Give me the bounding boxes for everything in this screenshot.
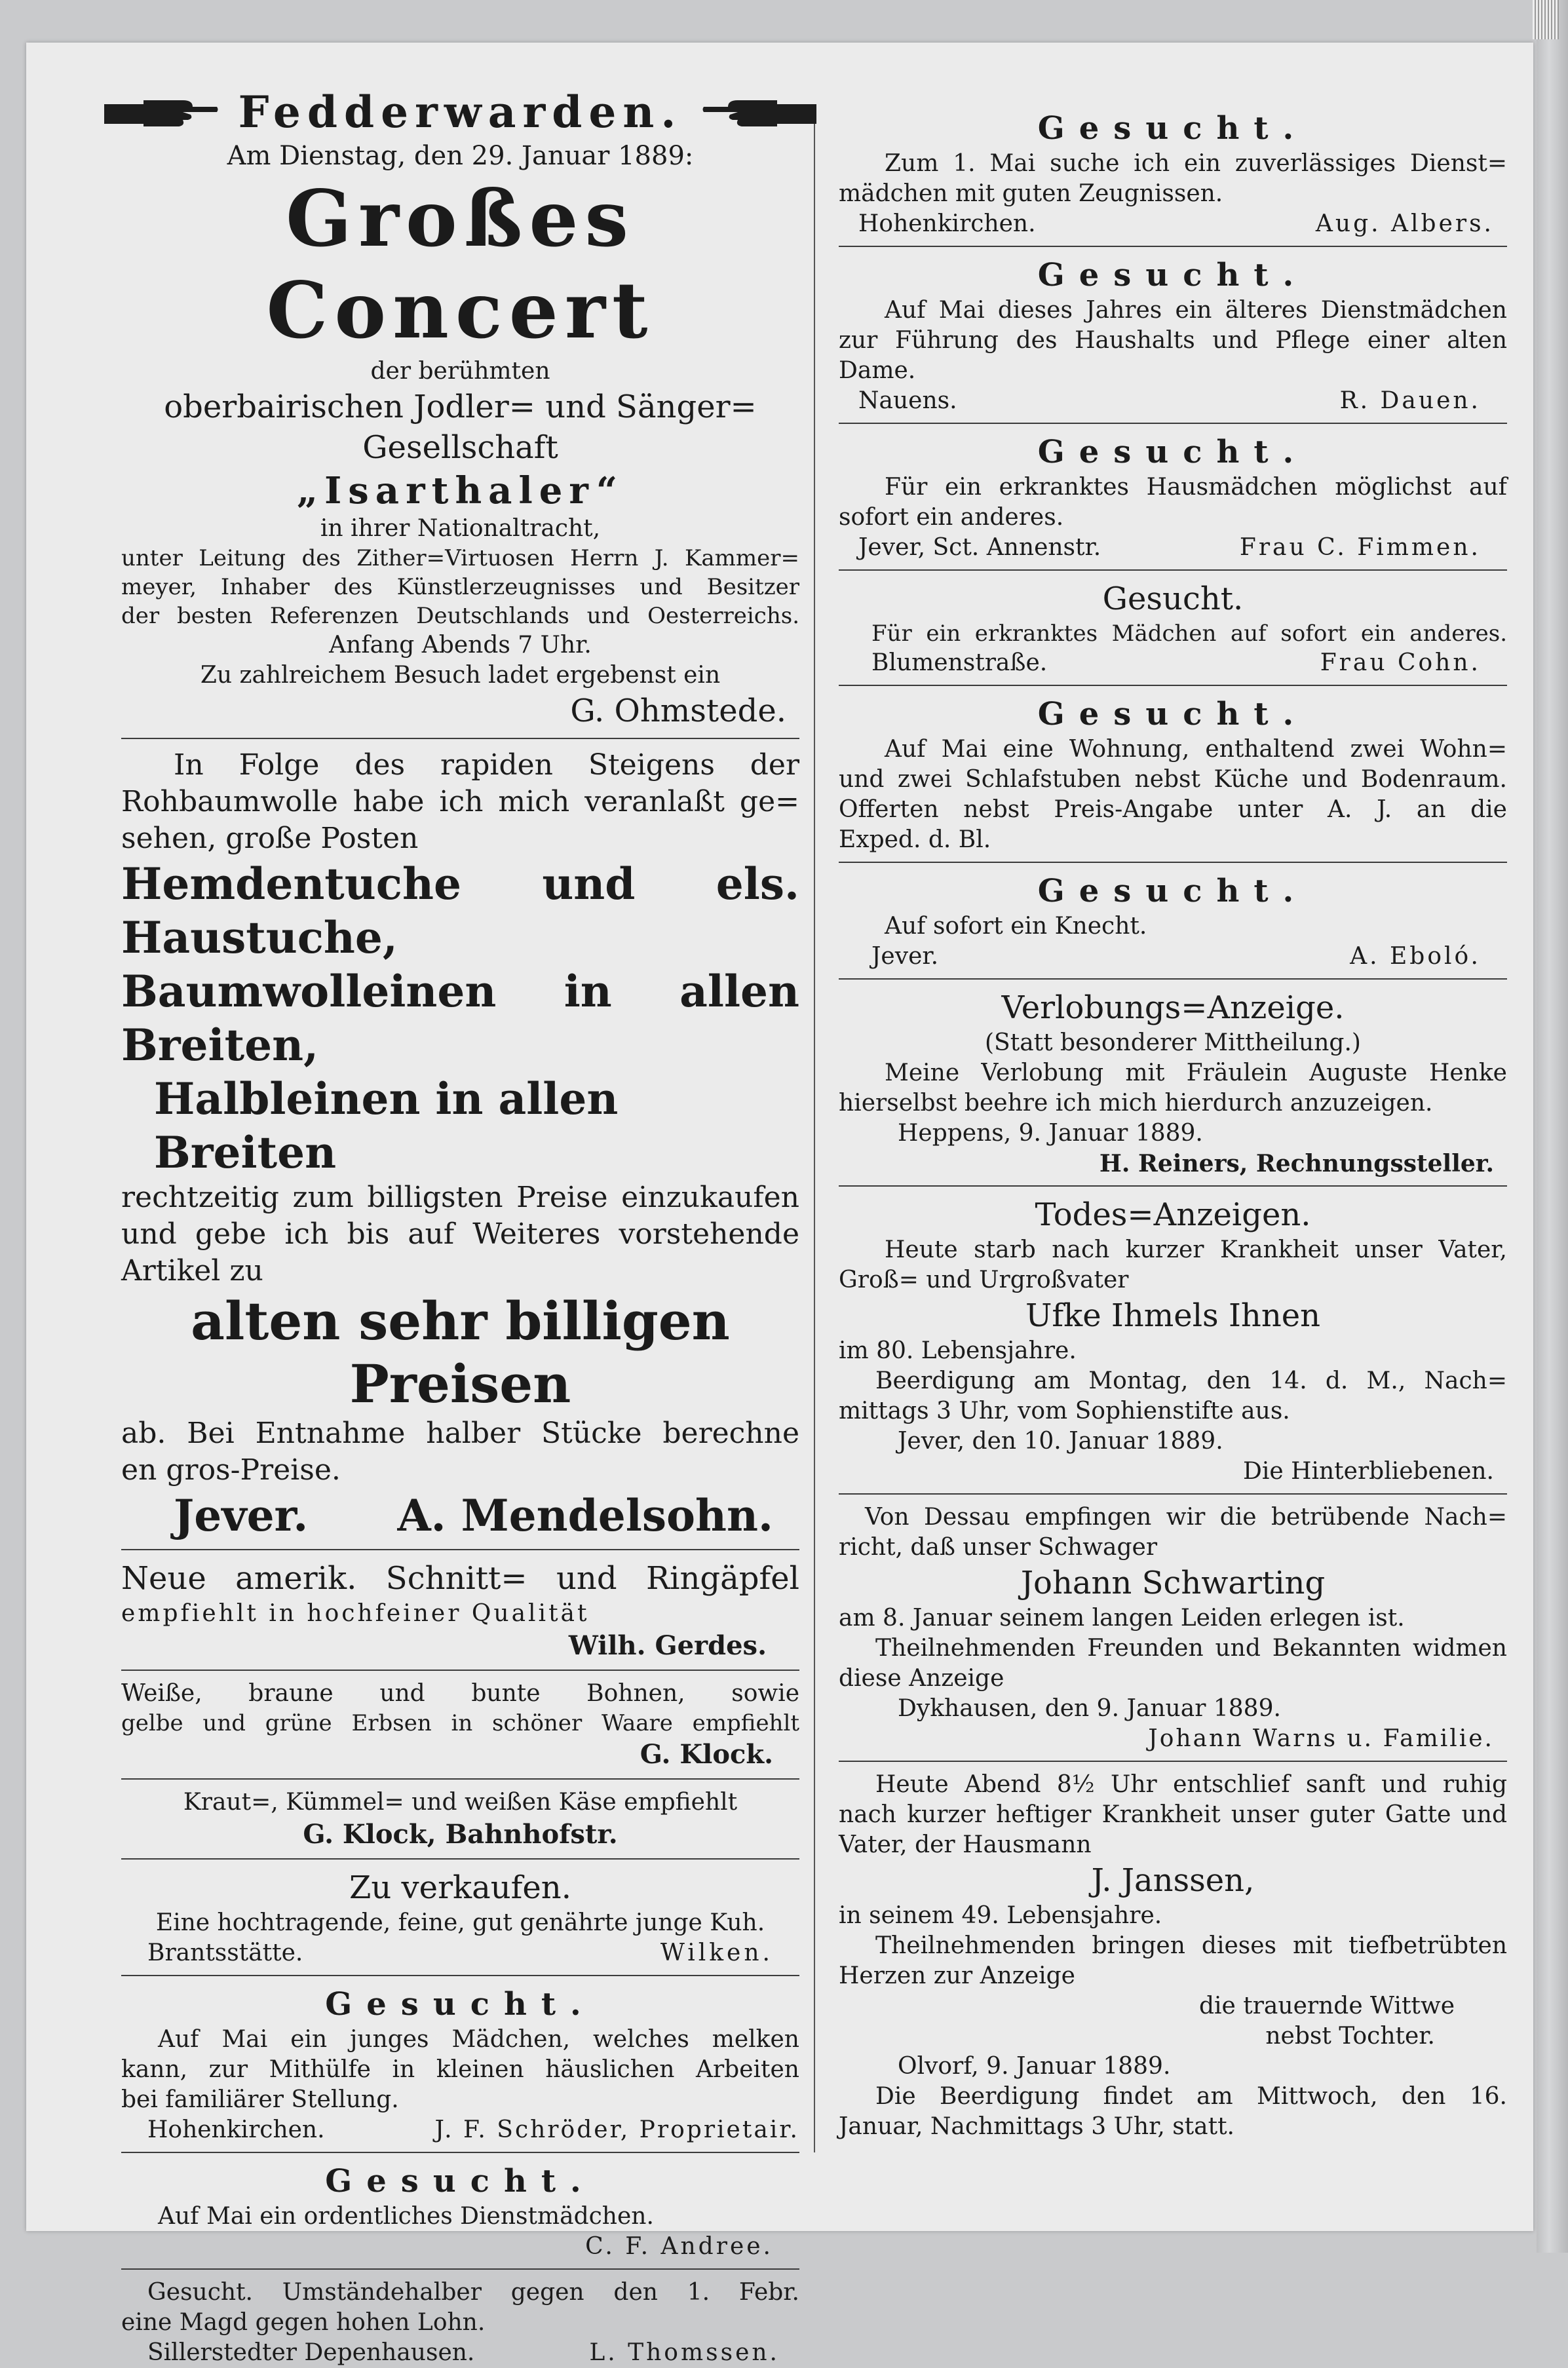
ad-headline: Halbleinen in allen Breiten <box>154 1073 619 1178</box>
ad-line: Neue amerik. Schnitt= und Ringäpfel <box>121 1560 799 1597</box>
ad-signature-row <box>839 386 1507 416</box>
klock-cheese-ad <box>121 1787 799 1852</box>
ad-separator <box>121 2152 799 2153</box>
ad-line: mädchen mit guten Zeugnissen. <box>839 180 1223 207</box>
concert-line: Anfang Abends 7 Uhr. <box>329 632 592 659</box>
ad-line: in seinem 49. Lebensjahre. <box>839 1902 1162 1929</box>
ad-line: eine Magd gegen hohen Lohn. <box>121 2309 486 2336</box>
page-edge <box>1537 0 1568 2253</box>
ad-place: Jever. <box>174 1490 309 1541</box>
ad-separator <box>839 978 1507 980</box>
ad-headline: Preisen <box>349 1353 571 1415</box>
todes-anzeige <box>839 1770 1507 2142</box>
ad-signer: H. Reiners, Rechnungssteller. <box>1099 1150 1494 1177</box>
ad-title: Zu verkaufen. <box>349 1869 571 1906</box>
ad-line: Heute starb nach kurzer Krankheit unser Vater, <box>885 1236 1507 1263</box>
ad-separator <box>839 685 1507 686</box>
ad-signature-row <box>121 1938 799 1968</box>
mendelsohn-ad <box>121 747 799 1542</box>
ad-signer: Wilh. Gerdes. <box>568 1630 767 1661</box>
ad-line: Olvorf, 9. Januar 1889. <box>898 2053 1171 2080</box>
ad-line: Meine Verlobung mit Fräulein Auguste Henke <box>885 1060 1507 1086</box>
ad-title: Gesucht. <box>1102 581 1244 617</box>
ad-line: Zum 1. Mai suche ich ein zuverlässiges Dienst= <box>885 150 1507 177</box>
todes-anzeige <box>839 1194 1507 1487</box>
ad-line: (Statt besonderer Mittheilung.) <box>985 1029 1361 1056</box>
ad-line: Für ein erkranktes Mädchen auf sofort ein anderes. <box>871 621 1507 647</box>
gesucht-ad <box>121 1984 799 2145</box>
ad-place: Hohenkirchen. <box>147 2116 325 2143</box>
ad-signer: A. Mendelsohn. <box>397 1490 773 1541</box>
ad-title: Verlobungs=Anzeige. <box>1001 989 1345 1026</box>
ad-line: und gebe ich bis auf Weiteres vorstehende <box>121 1217 799 1251</box>
klock-beans-ad <box>121 1679 799 1772</box>
ad-title: Gesucht. <box>325 1986 596 2023</box>
left-column <box>121 85 799 2368</box>
ad-place: Jever. <box>871 943 939 970</box>
ad-line: sofort ein anderes. <box>839 504 1064 531</box>
concert-date: Am Dienstag, den 29. Januar 1889: <box>227 141 694 171</box>
concert-signer: G. Ohmstede. <box>570 693 786 729</box>
concert-line: oberbairischen Jodler= und Sänger= <box>164 389 757 425</box>
right-column <box>839 108 1507 2142</box>
ad-signer: Wilken. <box>660 1939 773 1966</box>
ad-signature-row <box>121 2115 799 2145</box>
concert-line: der besten Referenzen Deutschlands und Oesterreichs. <box>121 603 799 629</box>
ad-line: Herzen zur Anzeige <box>839 1962 1075 1989</box>
ad-signer: Die Hinterbliebenen. <box>1242 1458 1494 1485</box>
deceased-name: Ufke Ihmels Ihnen <box>1025 1297 1321 1334</box>
gesucht-ad <box>839 108 1507 239</box>
concert-line: in ihrer Nationaltracht, <box>320 515 601 542</box>
ad-title: Gesucht. <box>1037 110 1309 147</box>
gerdes-ad <box>121 1558 799 1663</box>
ad-place: Sillerstedter Depenhausen. <box>147 2339 475 2366</box>
ad-line: Groß= und Urgroßvater <box>839 1267 1129 1293</box>
concert-ad <box>121 85 799 731</box>
ad-separator <box>121 738 799 739</box>
ad-line: Heppens, 9. Januar 1889. <box>898 1120 1203 1147</box>
zu-verkaufen-ad <box>121 1867 799 1968</box>
deceased-name: J. Janssen, <box>1091 1862 1255 1899</box>
ad-signer: Aug. Albers. <box>1315 210 1494 237</box>
concert-heading-row <box>121 85 799 139</box>
ad-separator <box>839 1761 1507 1762</box>
ad-title: Gesucht. <box>1037 434 1309 470</box>
concert-line: Gesellschaft <box>362 429 558 466</box>
ad-title: Gesucht. <box>1037 696 1309 733</box>
concert-line: unter Leitung des Zither=Virtuosen Herrn J. Kammer= <box>121 545 799 571</box>
verlobung-ad <box>839 987 1507 1179</box>
ad-separator <box>839 1493 1507 1495</box>
concert-place: Fedderwarden. <box>238 86 683 138</box>
ad-line: gelbe und grüne Erbsen in schöner Waare empfiehlt <box>121 1710 799 1736</box>
ad-line: Weiße, braune und bunte Bohnen, sowie <box>121 1680 799 1707</box>
gesucht-ad <box>121 2161 799 2262</box>
ad-separator <box>839 1185 1507 1187</box>
ad-headline: Hemdentuche und els. Haustuche, <box>121 858 799 963</box>
ad-separator <box>839 862 1507 863</box>
ad-place: Hohenkirchen. <box>858 210 1036 237</box>
ad-signer: C. F. Andree. <box>585 2233 773 2260</box>
ad-signer: R. Dauen. <box>1339 387 1481 414</box>
ad-separator <box>121 1670 799 1671</box>
ad-separator <box>121 1975 799 1976</box>
gesucht-ad <box>839 871 1507 972</box>
ad-line: empfiehlt in hochfeiner Qualität <box>121 1600 590 1627</box>
ad-line: Auf Mai eine Wohnung, enthaltend zwei Wohn= <box>885 736 1507 763</box>
ad-signature-row <box>839 533 1507 563</box>
ad-signer: Frau Cohn. <box>1320 649 1481 676</box>
column-divider <box>814 121 815 2152</box>
ad-line: bei familiärer Stellung. <box>121 2086 399 2113</box>
ad-line: nach kurzer heftiger Krankheit unser guter Gatte und <box>839 1801 1507 1828</box>
ad-line: Exped. d. Bl. <box>839 826 991 853</box>
ad-line: Gesucht. Umständehalber gegen den 1. Febr. <box>147 2279 799 2306</box>
ad-signer: G. Klock. <box>640 1739 773 1770</box>
ad-signer: A. Eboló. <box>1350 943 1481 970</box>
ad-line: Dame. <box>839 357 916 384</box>
ad-line: Von Dessau empfingen wir die betrübende Nach= <box>865 1504 1507 1531</box>
ad-title: Gesucht. <box>325 2163 596 2200</box>
ad-line: richt, daß unser Schwager <box>839 1534 1158 1561</box>
ad-signer: nebst Tochter. <box>1265 2023 1435 2050</box>
ad-line: kann, zur Mithülfe in kleinen häuslichen Arbeiten <box>121 2056 799 2083</box>
concert-title: Großes Concert <box>266 173 655 356</box>
ad-line: Dykhausen, den 9. Januar 1889. <box>898 1695 1281 1722</box>
ad-place: Nauens. <box>858 387 957 414</box>
gesucht-ad <box>839 694 1507 855</box>
ad-line: Heute Abend 8½ Uhr entschlief sanft und ruhig <box>875 1771 1507 1798</box>
scan-edge-strip <box>1533 0 1559 39</box>
ad-line: Auf Mai dieses Jahres ein älteres Dienstmädchen <box>885 297 1507 324</box>
ad-title: Todes=Anzeigen. <box>1035 1196 1311 1233</box>
ad-line: Die Beerdigung findet am Mittwoch, den 16. <box>875 2083 1507 2110</box>
ad-line: Kraut=, Kümmel= und weißen Käse empfiehlt <box>183 1789 738 1816</box>
gesucht-ad <box>839 432 1507 563</box>
ad-separator <box>121 1549 799 1550</box>
ad-line: en gros-Preise. <box>121 1453 341 1487</box>
ad-line: Eine hochtragende, feine, gut genährte junge Kuh. <box>155 1909 765 1936</box>
mendelsohn-signature-row <box>121 1489 799 1542</box>
ad-line: Januar, Nachmittags 3 Uhr, statt. <box>839 2113 1234 2140</box>
ad-line: sehen, große Posten <box>121 822 419 855</box>
ad-separator <box>121 1778 799 1780</box>
ad-line: zur Führung des Haushalts und Pflege einer alten <box>839 327 1507 354</box>
deceased-name: Johann Schwarting <box>1020 1565 1326 1601</box>
todes-anzeige <box>839 1502 1507 1754</box>
ad-separator <box>121 1858 799 1860</box>
ad-headline: Baumwolleinen in allen Breiten, <box>121 966 799 1071</box>
ad-signer: die trauernde Wittwe <box>1198 1993 1455 2019</box>
concert-ensemble-name: „Isarthaler“ <box>296 469 624 512</box>
ad-signature-row <box>121 2338 799 2368</box>
ad-line: Auf sofort ein Knecht. <box>885 913 1147 940</box>
ad-line: Vater, der Hausmann <box>839 1831 1092 1858</box>
ad-separator <box>121 2268 799 2270</box>
ad-line: hierselbst beehre ich mich hierdurch anzuzeigen. <box>839 1090 1433 1117</box>
concert-line: Zu zahlreichem Besuch ladet ergebenst ein <box>200 662 721 689</box>
ad-title: Gesucht. <box>1037 873 1309 909</box>
ad-line: Auf Mai ein ordentliches Dienstmädchen. <box>158 2203 654 2230</box>
ad-line: Theilnehmenden bringen dieses mit tiefbetrübten <box>875 1932 1507 1959</box>
ad-line: im 80. Lebensjahre. <box>839 1337 1077 1364</box>
ad-separator <box>839 246 1507 247</box>
ad-line: ab. Bei Entnahme halber Stücke berechne <box>121 1417 799 1450</box>
ad-line: Artikel zu <box>121 1254 263 1288</box>
ad-line: und zwei Schlafstuben nebst Küche und Bodenraum. <box>839 766 1507 793</box>
gesucht-ad <box>839 579 1507 678</box>
pointing-hand-right-icon <box>104 92 219 132</box>
ad-line: am 8. Januar seinem langen Leiden erlegen ist. <box>839 1605 1405 1632</box>
ad-headline: alten sehr billigen <box>191 1290 730 1352</box>
ad-line: Beerdigung am Montag, den 14. d. M., Nach= <box>875 1367 1507 1394</box>
ad-title: Gesucht. <box>1037 257 1309 294</box>
ad-signature-row <box>839 209 1507 239</box>
gesucht-ad <box>839 255 1507 416</box>
ad-place: Jever, Sct. Annenstr. <box>858 534 1101 561</box>
concert-line: meyer, Inhaber des Künstlerzeugnisses und Besitzer <box>121 574 799 600</box>
ad-line: diese Anzeige <box>839 1665 1004 1692</box>
concert-line: der berühmten <box>370 358 550 385</box>
ad-line: In Folge des rapiden Steigens der <box>174 748 799 782</box>
ad-signature-row <box>839 648 1507 678</box>
ad-signer: Frau C. Fimmen. <box>1239 534 1481 561</box>
pointing-hand-left-icon <box>702 92 816 132</box>
ad-place: Brantsstätte. <box>147 1939 303 1966</box>
ad-signer: Johann Warns u. Familie. <box>1148 1725 1494 1752</box>
ad-line: Jever, den 10. Januar 1889. <box>898 1428 1223 1455</box>
ad-separator <box>839 569 1507 571</box>
ad-line: Für ein erkranktes Hausmädchen möglichst auf <box>885 474 1507 501</box>
ad-signer: G. Klock, Bahnhofstr. <box>303 1819 618 1850</box>
gesucht-ad <box>121 2278 799 2368</box>
ad-signer: J. F. Schröder, Proprietair. <box>434 2116 799 2143</box>
ad-line: Auf Mai ein junges Mädchen, welches melken <box>158 2026 799 2053</box>
ad-line: rechtzeitig zum billigsten Preise einzukaufen <box>121 1181 799 1214</box>
ad-line: Offerten nebst Preis-Angabe unter A. J. an die <box>839 796 1507 823</box>
ad-separator <box>839 423 1507 424</box>
ad-signature-row <box>839 942 1507 972</box>
ad-place: Blumenstraße. <box>871 649 1048 676</box>
ad-signer: L. Thomssen. <box>589 2339 780 2366</box>
ad-line: Theilnehmenden Freunden und Bekannten widmen <box>875 1635 1507 1662</box>
ad-line: Rohbaumwolle habe ich mich veranlaßt ge= <box>121 785 799 818</box>
ad-line: mittags 3 Uhr, vom Sophienstifte aus. <box>839 1398 1290 1424</box>
